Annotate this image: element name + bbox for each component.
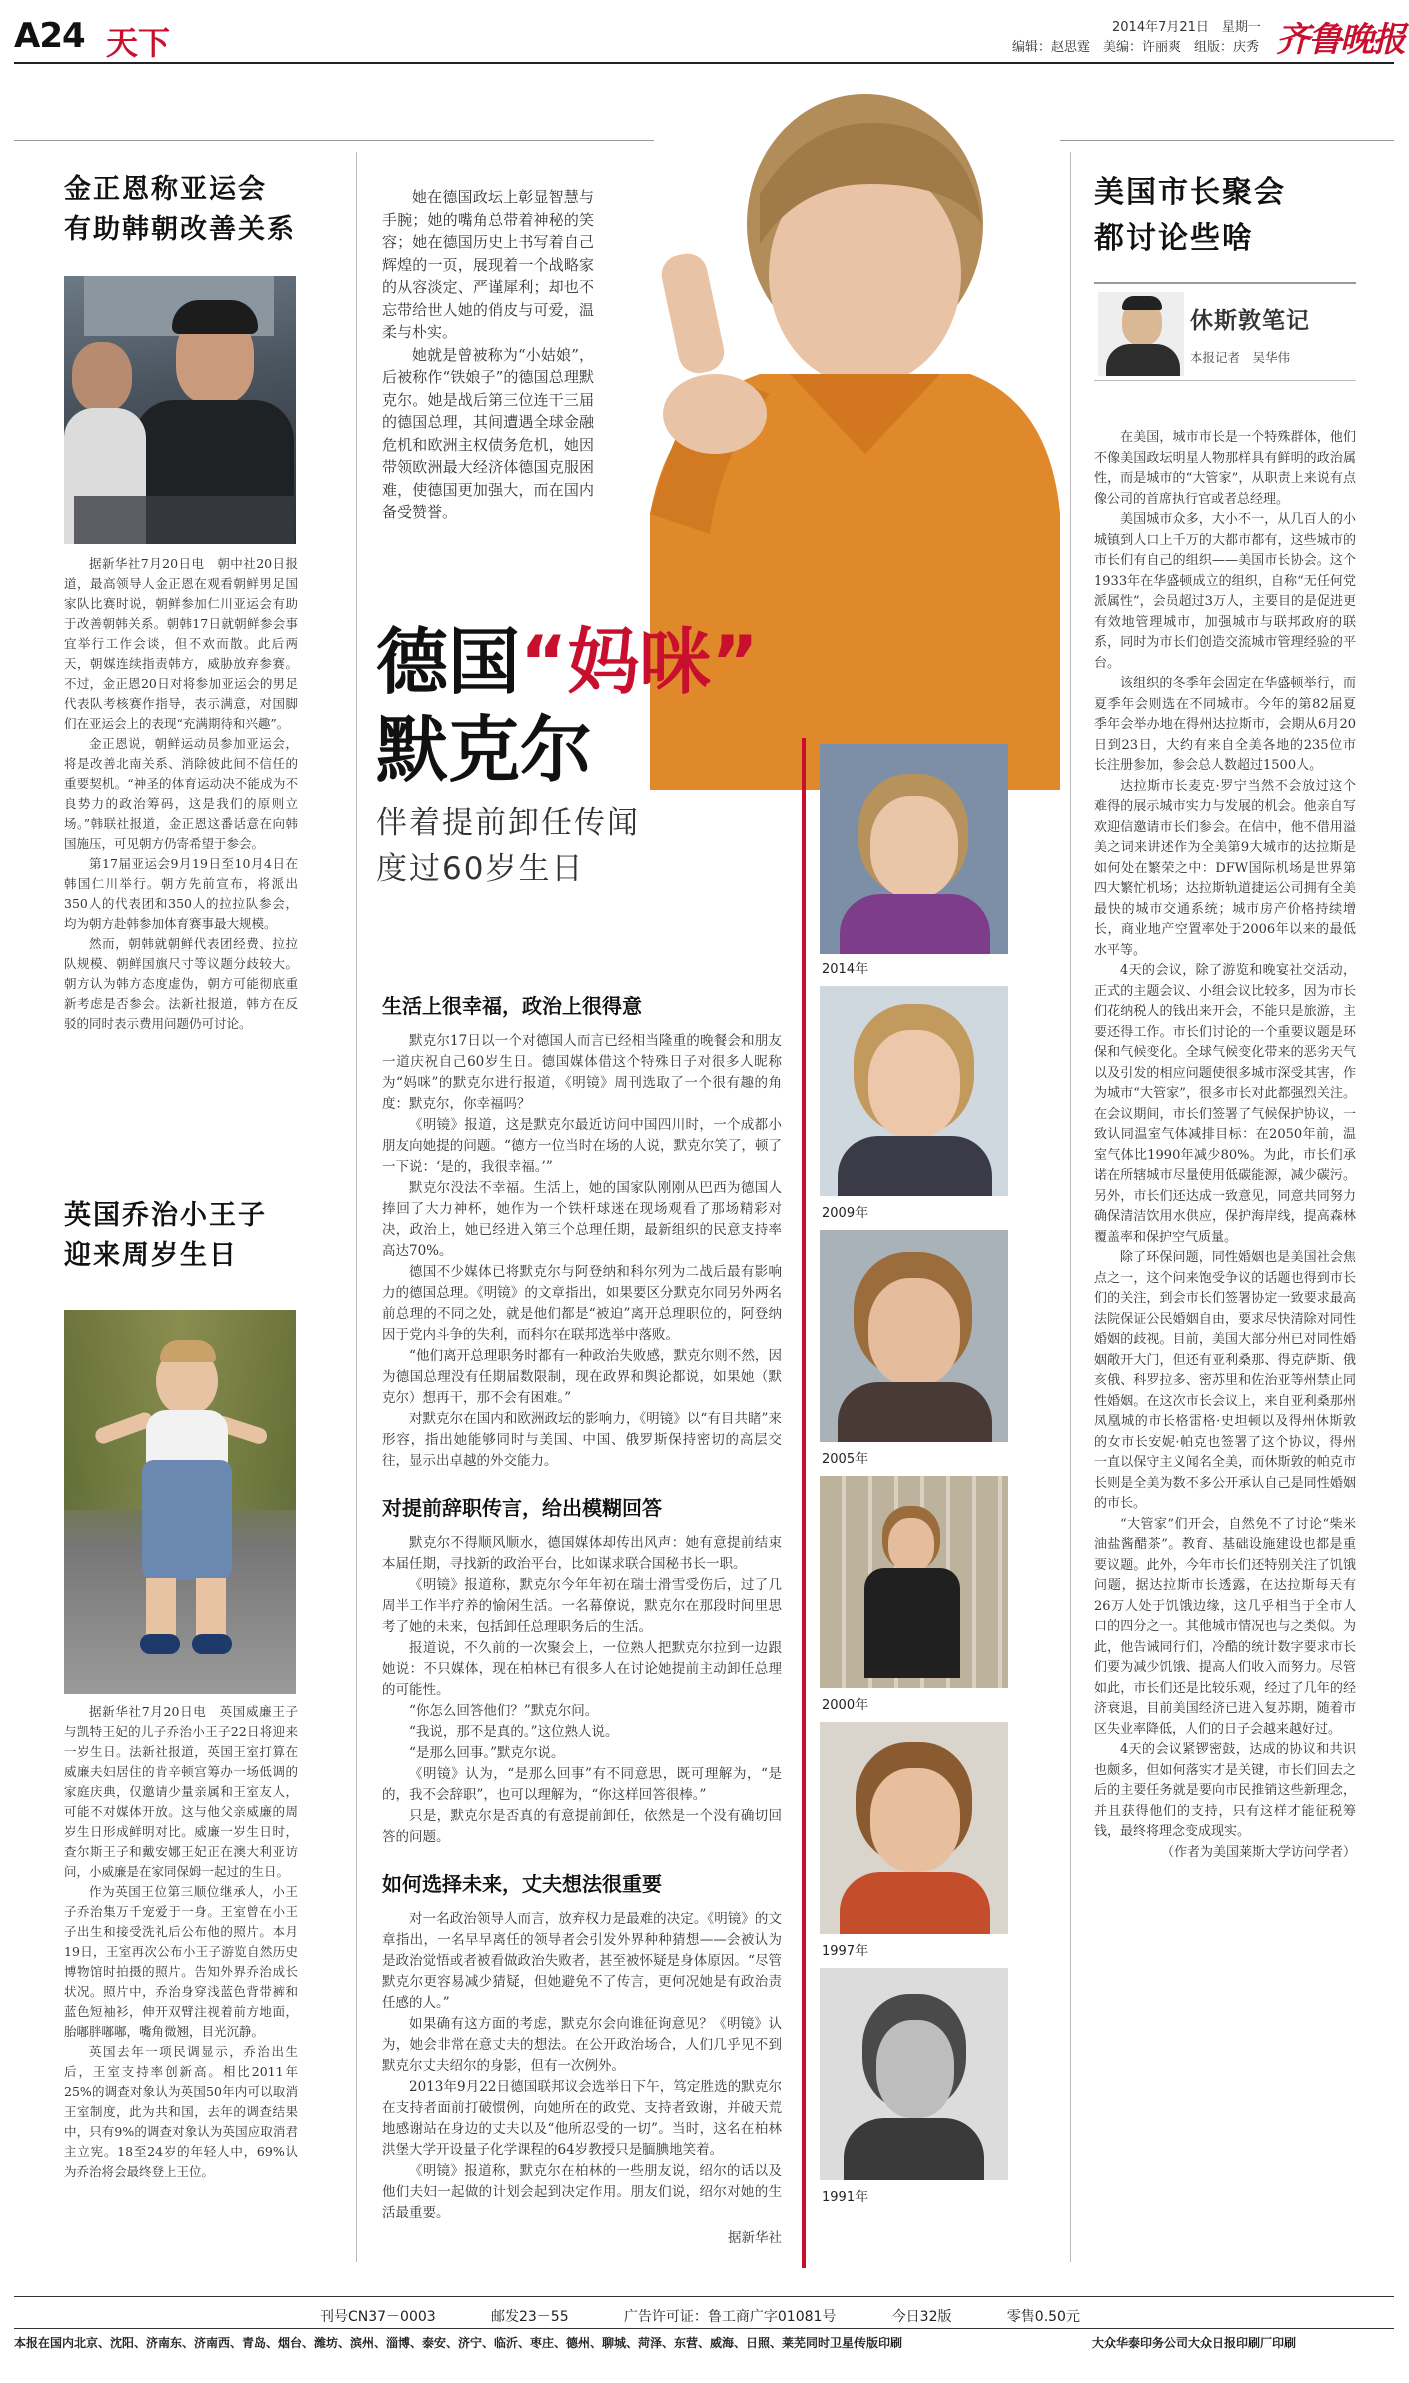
story-title-line1: 金正恩称亚运会 (64, 174, 267, 205)
timeline-red-rule (802, 738, 806, 2268)
headline-line1 (376, 620, 936, 704)
footer-rule (14, 2296, 1394, 2297)
paragraph: 《明镜》报道称，默克尔在柏林的一些朋友说，绍尔的话以及他们夫妇一起做的计划会起到决定作用。朋友们说，绍尔对她的生活最重要。 (382, 2163, 782, 2221)
section-heading: 如何选择未来，丈夫想法很重要 (382, 1872, 662, 1896)
story-title-line1: 英国乔治小王子 (64, 1200, 267, 1231)
subtitle-line1: 伴着提前卸任传闻 (376, 805, 640, 841)
paragraph: 对一名政治领导人而言，放弃权力是最难的决定。《明镜》的文章指出，一名早早离任的领导者会引发外界种种猜想——会被认为是政治觉悟或者被看做政治失败者，甚至被怀疑是身体原因。“尽管默克尔更容易减少猜疑，但她避免不了传言，更何况她是有政治责任感的人。” (382, 1911, 782, 2011)
paragraph: “你怎么回答他们？”默克尔问。 (409, 1703, 599, 1719)
footer-issn: 刊号CN37－0003 (320, 2309, 436, 2325)
paragraph: 《明镜》认为，“是那么回事”有不同意思，既可理解为，“是的，我不会辞职”，也可以理解为，“你这样回答很棒。” (382, 1766, 782, 1803)
header-rule-thin-right (1060, 140, 1394, 141)
merkel-photo-1991 (820, 1968, 1008, 2180)
prince-george-story-body (64, 1702, 298, 2182)
footer-price: 零售0.50元 (1006, 2309, 1080, 2325)
merkel-photo-2014 (820, 744, 1008, 954)
section-heading: 对提前辞职传言，给出模糊回答 (382, 1496, 662, 1520)
paragraph: 默克尔不得顺风顺水，德国媒体却传出风声：她有意提前结束本届任期，寻找新的政治平台，比如谋求联合国秘书长一职。 (382, 1535, 782, 1572)
merkel-intro (382, 186, 594, 524)
prince-george-photo (64, 1310, 296, 1694)
paragraph: 除了环保问题，同性婚姻也是美国社会焦点之一，这个问来饱受争议的话题也得到市长们的关注，到会市长们签署协定一致要求最高法院保证公民婚姻自由，要求尽快清除对同性婚姻的歧视。目前，美国大部分州已对同性婚姻敞开大门，但还有亚利桑那、得克萨斯、俄亥俄、科罗拉多、密苏里和佐治亚等州禁止同性婚姻。在这次市长会议上，来自亚利桑那州凤凰城的市长格雷格·史坦顿以及得州休斯敦的女市长安妮·帕克也签署了这个协议，得州一直以保守主义闻名全美，而休斯敦的帕克市长则是全美为数不多公开承认自己是同性婚姻的市长。 (1094, 1250, 1356, 1511)
paragraph: 在美国，城市市长是一个特殊群体，他们不像美国政坛明星人物那样具有鲜明的政治属性，而是城市的“大管家”，从职责上来说有点像公司的首席执行官或者总经理。 (1094, 430, 1356, 507)
headline-mommy: “妈咪” (520, 620, 759, 704)
paragraph: 德国不少媒体已将默克尔与阿登纳和科尔列为二战后最有影响力的德国总理。《明镜》的文章指出，如果要区分默克尔同另外两名前总理的不同之处，就是他们都是“被迫”离开总理职位的，阿登纳因于党内斗争的失利，而科尔在联邦选举中落败。 (382, 1264, 782, 1343)
paragraph: 《明镜》报道称，默克尔今年年初在瑞士滑雪受伤后，过了几周半工作半疗养的愉闲生活。一名幕僚说，默克尔在那段时间里思考了她的未来，包括卸任总理职务后的生活。 (382, 1577, 782, 1635)
footer-ad-license: 广告许可证：鲁工商广字01081号 (623, 2309, 837, 2325)
paragraph: 据新华社7月20日电 英国威廉王子与凯特王妃的儿子乔治小王子22日将迎来一岁生日。法新社报道，英国王室打算在威廉夫妇居住的肯辛顿宫筹办一场低调的家庭庆典，仅邀请少量亲属和王室友人，可能不对媒体开放。这与他父亲威廉的周岁生日形成鲜明对比。威廉一岁生日时，查尔斯王子和戴安娜王妃正在澳大利亚访问，小威廉是在家同保姆一起过的生日。 (64, 1704, 298, 1879)
story-title-line1: 美国市长聚会 (1094, 175, 1286, 210)
year-label-2009: 2009年 (822, 1206, 869, 1221)
paragraph: 达拉斯市长麦克·罗宁当然不会放过这个难得的展示城市实力与发展的机会。他亲自写欢迎信邀请市长们参会。在信中，他不借用溢美之词来讲述作为全美第9大城市的达拉斯是如何处在繁荣之中：DFW国际机场是世界第四大繁忙机场；达拉斯轨道捷运公司拥有全美最快的城市交通系统；城市房产价格持续增长，商业地产空置率处于2006年以来的最低水平等。 (1094, 778, 1356, 958)
footer-postal: 邮发23－55 (490, 2309, 569, 2325)
kim-story-body (64, 554, 298, 1034)
year-label-1991: 1991年 (822, 2190, 869, 2205)
story-title-line2: 迎来周岁生日 (64, 1240, 238, 1271)
subtitle-line2: 度过60岁生日 (376, 851, 585, 887)
story-title-line2: 有助韩朝改善关系 (64, 214, 296, 245)
story-us-mayors (1094, 170, 1356, 1860)
page-number: A24 (14, 16, 85, 56)
footer-rule-2 (14, 2328, 1394, 2329)
paragraph: 《明镜》报道，这是默克尔最近访问中国四川时，一个成都小朋友向她提的问题。“德方一位当时在场的人说，默克尔笑了，顿了一下说：‘是的，我很幸福。’” (382, 1117, 782, 1175)
paragraph: 据新华社7月20日电 朝中社20日报道，最高领导人金正恩在观看朝鲜男足国家队比赛时说，朝鲜参加仁川亚运会有助于改善朝韩关系。朝韩17日就朝鲜参会事宜举行工作会谈，但不欢而散。此后两天，朝媒连续指责韩方，威胁放弃参赛。不过，金正恩20日对将参加亚运会的男足代表队考核赛作指导，表示满意，对国脚们在亚运会上的表现“充满期待和兴趣”。 (64, 556, 298, 731)
paragraph: 默克尔17日以一个对德国人而言已经相当隆重的晚餐会和朋友一道庆祝自己60岁生日。德国媒体借这个特殊日子对很多人昵称为“妈咪”的默克尔进行报道，《明镜》周刊选取了一个很有趣的角度：默克尔，你幸福吗？ (382, 1033, 782, 1112)
paragraph: 报道说，不久前的一次聚会上，一位熟人把默克尔拉到一边跟她说：不只媒体，现在柏林已有很多人在讨论她提前主动卸任总理的可能性。 (382, 1640, 782, 1698)
merkel-photo-2009 (820, 986, 1008, 1196)
section-heading: 生活上很幸福，政治上很得意 (382, 994, 642, 1018)
year-label-2014: 2014年 (822, 962, 869, 977)
paragraph: “我说，那不是真的。”这位熟人说。 (409, 1724, 619, 1740)
merkel-photo-2005 (820, 1230, 1008, 1442)
section-name: 天下 (106, 24, 171, 62)
footer-printer: 大众华泰印务公司大众日报印刷厂印刷 (1092, 2336, 1297, 2350)
paragraph: 美国城市众多，大小不一，从几百人的小城镇到人口上千万的大都市都有，这些城市的市长们有自己的组织——美国市长协会。这个1933年在华盛顿成立的组织，自称“无任何党派属性”，会员超过3万人，主要目的是促进更有效地管理城市，加强城市与联邦政府的联系，同时为市长们创造交流城市管理经验的平台。 (1094, 512, 1356, 671)
mayors-story-body (1094, 428, 1356, 1863)
story-prince-george (64, 1196, 298, 2179)
timeline (812, 740, 1012, 2270)
footer-pages: 今日32版 (891, 2309, 952, 2325)
paragraph: 2013年9月22日德国联邦议会选举日下午，笃定胜选的默克尔在支持者面前打破惯例，向她所在的政党、支持者致谢，并破天荒地感谢站在身边的丈夫以及“他所忍受的一切”。当时，这名在柏林洪堡大学开设量子化学课程的64岁教授只是腼腆地笑着。 (382, 2079, 782, 2158)
column-divider-right (1070, 152, 1071, 2262)
paragraph: 然而，朝韩就朝鲜代表团经费、拉拉队规模、朝鲜国旗尺寸等议题分歧较大。朝方认为韩方态度虚伪，朝方可能彻底重新考虑是否参会。法新社报道，韩方在反驳的同时表示费用问题仍可讨论。 (64, 936, 298, 1031)
column-divider-left (356, 152, 357, 2262)
header-editors: 编辑：赵思霆 美编：许丽爽 组版：庆秀 (1012, 40, 1260, 55)
story-title-line2: 都讨论些啥 (1094, 221, 1254, 256)
paragraph: 金正恩说，朝鲜运动员参加亚运会，将是改善北南关系、消除彼此间不信任的重要契机。“神圣的体育运动决不能成为不良势力的政治筹码，这是我们的原则立场。”韩联社报道，金正恩这番话意在向韩国施压，可见朝方仍寄希望于参会。 (64, 736, 298, 851)
column-box (1094, 282, 1356, 381)
year-label-2005: 2005年 (822, 1452, 869, 1467)
header-rule (14, 62, 1394, 64)
paragraph: 如果确有这方面的考虑，默克尔会向谁征询意见？《明镜》认为，她会非常在意丈夫的想法。在公开政治场合，人们几乎见不到默克尔丈夫绍尔的身影，但有一次例外。 (382, 2016, 782, 2074)
paragraph: 对默克尔在国内和欧洲政坛的影响力，《明镜》以“有目共睹”来形容，指出她能够同时与美国、中国、俄罗斯保持密切的高层交往，显示出卓越的外交能力。 (382, 1411, 782, 1469)
paragraph: “大管家”们开会，自然免不了讨论“柴米油盐酱醋茶”。教育、基础设施建设也都是重要议题。此外，今年市长们还特别关注了饥饿问题，据达拉斯市长透露，在达拉斯每天有26万人处于饥饿边缘，这几乎相当于全市人口的四分之一。其他城市情况也与之类似。为此，他告诫同行们，冷酷的统计数字要求市长们要为减少饥饿、提高人们收入而努力。尽管如此，市长们还是比较乐观，经过了几年的经济衰退，目前美国经济已进入复苏期，随着市区失业率降低，人们的日子会越来越好过。 (1094, 1516, 1356, 1737)
paragraph: 只是，默克尔是否真的有意提前卸任，依然是一个没有确切回答的问题。 (382, 1808, 782, 1845)
paragraph: 作为英国王位第三顺位继承人，小王子乔治集万千宠爱于一身。王室曾在小王子出生和接受洗礼后公布他的照片。本月19日，王室再次公布小王子游览自然历史博物馆时拍摄的照片。告知外界乔治成长状况。照片中，乔治身穿浅蓝色背带裤和蓝色短袖衫，伸开双臂注视着前方地面，胎嘟胖嘟嘟，嘴角微翘，目光沉静。 (64, 1884, 298, 2039)
byline: 据新华社 (728, 2230, 782, 2246)
intro-paragraph: 她在德国政坛上彰显智慧与手腕；她的嘴角总带着神秘的笑容；她在德国历史上书写着自己辉煌的一页，展现着一个战略家的从容淡定、严谨犀利；却也不忘带给世人她的俏皮与可爱，温柔与朴实。 (382, 188, 594, 341)
footer (0, 2290, 1409, 2383)
year-label-1997: 1997年 (822, 1944, 869, 1959)
paragraph: “他们离开总理职务时都有一种政治失败感，默克尔则不然，因为德国总理没有任期届数限制，现在政界和舆论都说，如果她（默克尔）想再干，那不会有困难。” (382, 1348, 782, 1406)
reporter-avatar (1098, 292, 1184, 376)
header-rule-thin (14, 140, 654, 141)
story-kim-jong-un (64, 170, 298, 1031)
header (0, 0, 1409, 70)
year-label-2000: 2000年 (822, 1698, 869, 1713)
column-name: 休斯敦笔记 (1190, 308, 1310, 334)
reporter-byline: 本报记者 吴华伟 (1190, 350, 1291, 365)
paragraph: 该组织的冬季年会固定在华盛顿举行，而夏季年会则选在不同城市。今年的第82届夏季年会举办地在得州达拉斯市，会期从6月20日到23日，大约有来自全美各地的235位市长注册参加，参会总人数超过1500人。 (1094, 676, 1356, 773)
merkel-article (382, 990, 782, 2246)
paragraph: 英国去年一项民调显示，乔治出生后，王室支持率创新高。相比2011年25%的调查对象认为英国50年内可以取消王室制度，此为共和国，去年的调查结果中，只有9%的调查对象认为英国应取消君主立宪。18至24岁的年轻人中，69%认为乔治将会最终登上王位。 (64, 2044, 298, 2179)
paragraph: 默克尔没法不幸福。生活上，她的国家队刚刚从巴西为德国人捧回了大力神杯，她作为一个铁杆球迷在现场观看了那场精彩对决，政治上，她已经进入第三个总理任期，最新组织的民意支持率高达70%。 (382, 1180, 782, 1259)
intro-paragraph: 她就是曾被称为“小姑娘”，后被称作“铁娘子”的德国总理默克尔。她是战后第三位连干三届的德国总理，其间遭遇全球金融危机和欧洲主权债务危机，她因带领欧洲最大经济体德国克服困难，使德国更加强大，而在国内备受赞誉。 (382, 345, 594, 521)
merkel-photo-2000 (820, 1476, 1008, 1688)
headline-germany: 德国 (376, 620, 521, 704)
paragraph: 4天的会议，除了游览和晚宴社交活动，正式的主题会议、小组会议比较多，因为市长们花纳税人的钱出来开会，不能只是旅游，主要还得工作。市长们讨论的一个重要议题是环保和气候变化。全球气候变化带来的恶劣天气以及引发的相应问题使很多城市深受其害，作为城市“大管家”，很多市长对此都强烈关注。在会议期间，市长们签署了气候保护协议，一致认同温室气体减排目标：在2050年前，温室气体比1990年减少80%。为此，市长们承诺在所辖城市尽量使用低碳能源，减少碳污。另外，市长们还达成一致意见，同意共同努力确保清洁饮用水供应，保护海岸线，提高森林覆盖率和保护空气质量。 (1094, 963, 1356, 1245)
author-note: （作者为美国莱斯大学访问学者） (1160, 1844, 1356, 1860)
paragraph: 4天的会议紧锣密鼓，达成的协议和共识也颇多，但如何落实才是关键，市长们回去之后的主要任务就是要向市民推销这些新理念，并且获得他们的支持，只有这样才能征税筹钱，最终将理念变成现实。 (1094, 1742, 1356, 1839)
kim-photo (64, 276, 296, 544)
footer-line1 (320, 2306, 1080, 2326)
header-date: 2014年7月21日 星期一 (1112, 20, 1261, 35)
paragraph: 第17届亚运会9月19日至10月4日在韩国仁川举行。朝方先前宣布，将派出350人的代表团和350人的拉拉队参会，均为朝方赴韩参加体育赛事最大规模。 (64, 856, 298, 931)
paragraph: “是那么回事。”默克尔说。 (409, 1745, 565, 1761)
merkel-photo-1997 (820, 1722, 1008, 1934)
headline-line2: 默克尔 (376, 708, 593, 792)
footer-print-locations: 本报在国内北京、沈阳、济南东、济南西、青岛、烟台、潍坊、滨州、淄博、泰安、济宁、临沂、枣庄、德州、聊城、菏泽、东营、威海、日照、莱芜同时卫星传版印刷 (14, 2336, 903, 2350)
masthead-logo: 齐鲁晚报 (1276, 20, 1404, 60)
